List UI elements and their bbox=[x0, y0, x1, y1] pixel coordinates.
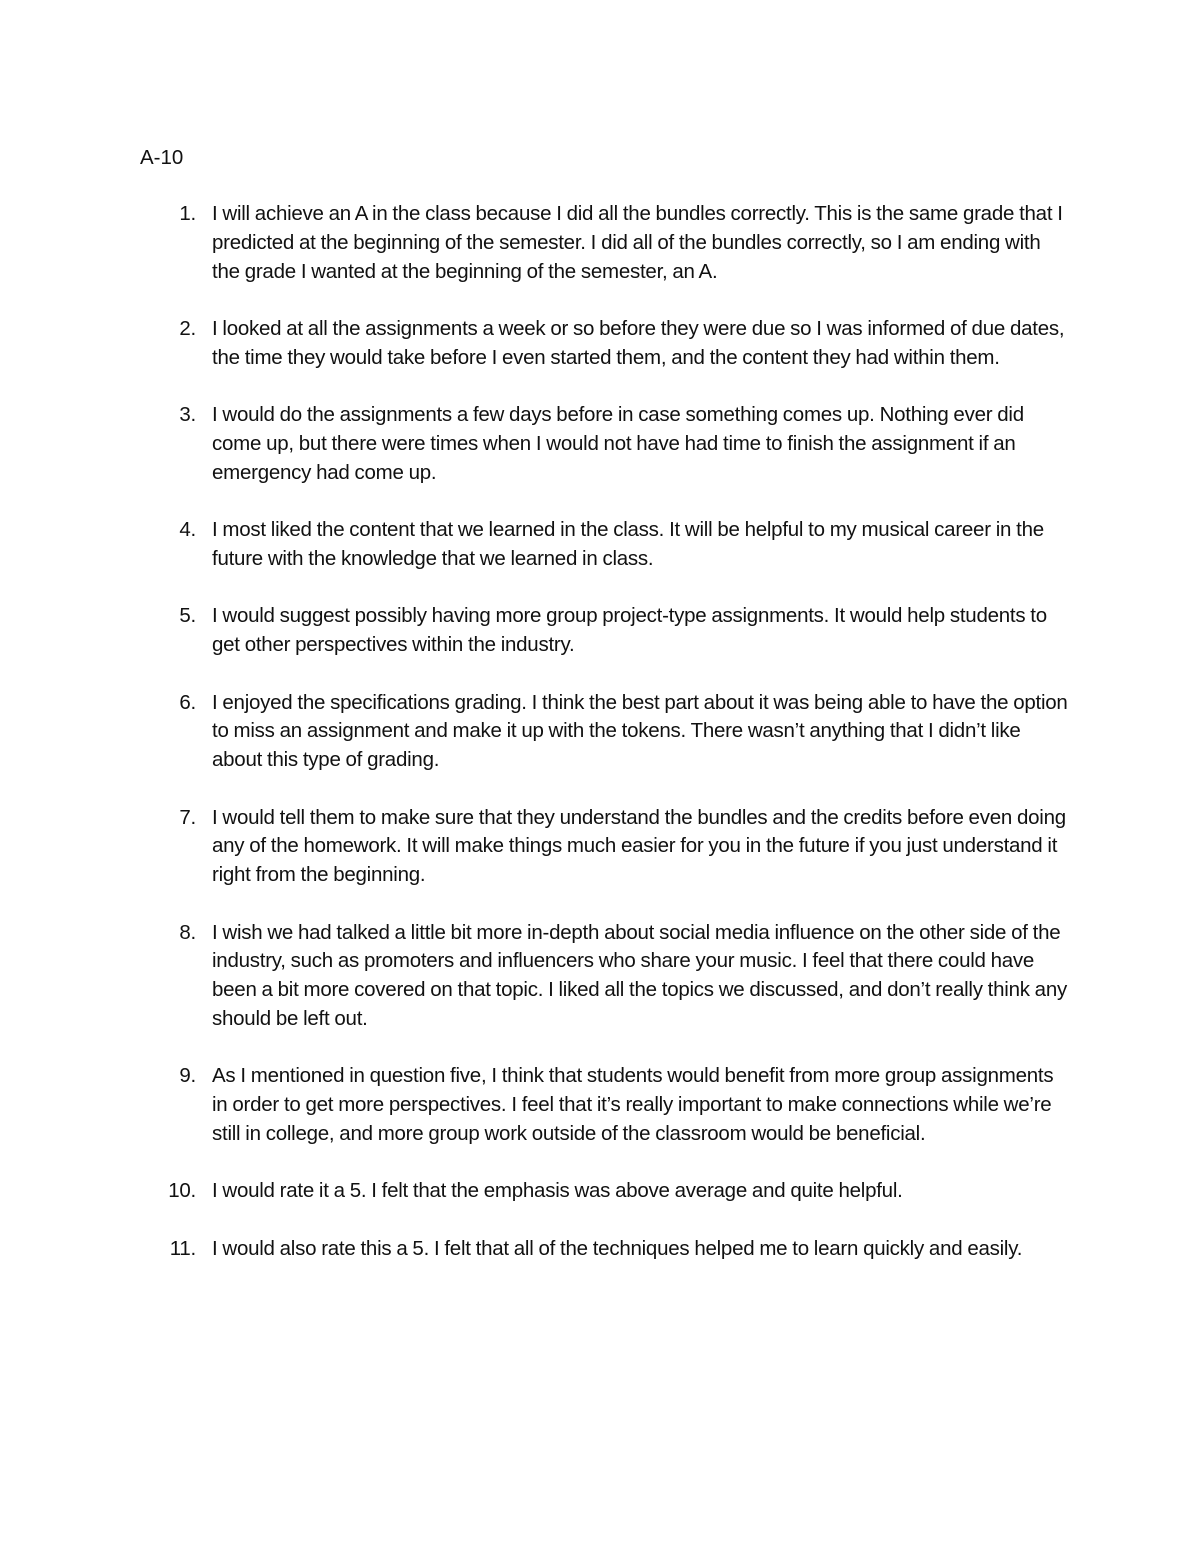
list-item bbox=[140, 919, 1070, 1034]
item-number: 4. bbox=[179, 518, 196, 542]
item-number: 8. bbox=[179, 920, 196, 944]
item-text: I would do the assignments a few days before in case something comes up. Nothing ever did come up, but there were times when I would not have had time to finish the assignment if an emergency had come up. bbox=[212, 403, 1024, 484]
answer-list bbox=[140, 200, 1070, 1292]
list-item bbox=[140, 602, 1070, 660]
document-title: A-10 bbox=[140, 146, 184, 169]
item-text: I would tell them to make sure that they understand the bundles and the credits before even doing any of the homework. It will make things much easier for you in the future if you just understand it right from the beginning. bbox=[212, 805, 1066, 887]
item-number: 7. bbox=[179, 805, 196, 829]
list-item bbox=[140, 689, 1070, 775]
item-number: 9. bbox=[179, 1064, 196, 1088]
list-item bbox=[140, 1177, 1070, 1206]
list-item bbox=[140, 1062, 1070, 1148]
item-number: 2. bbox=[179, 316, 196, 340]
item-number: 10. bbox=[168, 1179, 196, 1203]
list-item bbox=[140, 516, 1070, 574]
list-item bbox=[140, 401, 1070, 487]
item-text: I would also rate this a 5. I felt that all of the techniques helped me to learn quickly and easily. bbox=[212, 1236, 1023, 1260]
list-item bbox=[140, 804, 1070, 890]
list-item bbox=[140, 1235, 1070, 1264]
item-number: 3. bbox=[179, 403, 196, 427]
item-text: I most liked the content that we learned in the class. It will be helpful to my musical career in the future with the knowledge that we learned in class. bbox=[212, 518, 1044, 570]
item-number: 5. bbox=[179, 604, 196, 628]
item-text: As I mentioned in question five, I think that students would benefit from more group assignments in order to get more perspectives. I feel that it’s really important to make connections while we’re still in college, and more group work outside of the classroom would be beneficial. bbox=[212, 1064, 1054, 1145]
item-text: I looked at all the assignments a week or so before they were due so I was informed of due dates, the time they would take before I even started them, and the content they had within them. bbox=[212, 316, 1065, 369]
item-text: I enjoyed the specifications grading. I think the best part about it was being able to have the option to miss an assignment and make it up with the tokens. There wasn’t anything that I didn’t like about this type of grading. bbox=[212, 690, 1068, 772]
item-number: 11. bbox=[169, 1236, 196, 1260]
list-item bbox=[140, 200, 1070, 286]
item-number: 6. bbox=[179, 690, 196, 714]
item-text: I would suggest possibly having more group project-type assignments. It would help students to get other perspectives within the industry. bbox=[212, 604, 1047, 657]
item-text: I will achieve an A in the class because I did all the bundles correctly. This is the same grade that I predicted at the beginning of the semester. I did all of the bundles correctly, so I am ending with the grade I wanted at the beginning of the semester, an A. bbox=[212, 202, 1063, 283]
item-text: I would rate it a 5. I felt that the emphasis was above average and quite helpful. bbox=[212, 1179, 903, 1203]
item-number: 1. bbox=[179, 202, 196, 225]
list-item bbox=[140, 315, 1070, 373]
item-text: I wish we had talked a little bit more in-depth about social media influence on the other side of the industry, such as promoters and influencers who share your music. I feel that there could have been a bit more covered on that topic. I liked all the topics we discussed, and don’t really think any should be left out. bbox=[212, 920, 1067, 1030]
